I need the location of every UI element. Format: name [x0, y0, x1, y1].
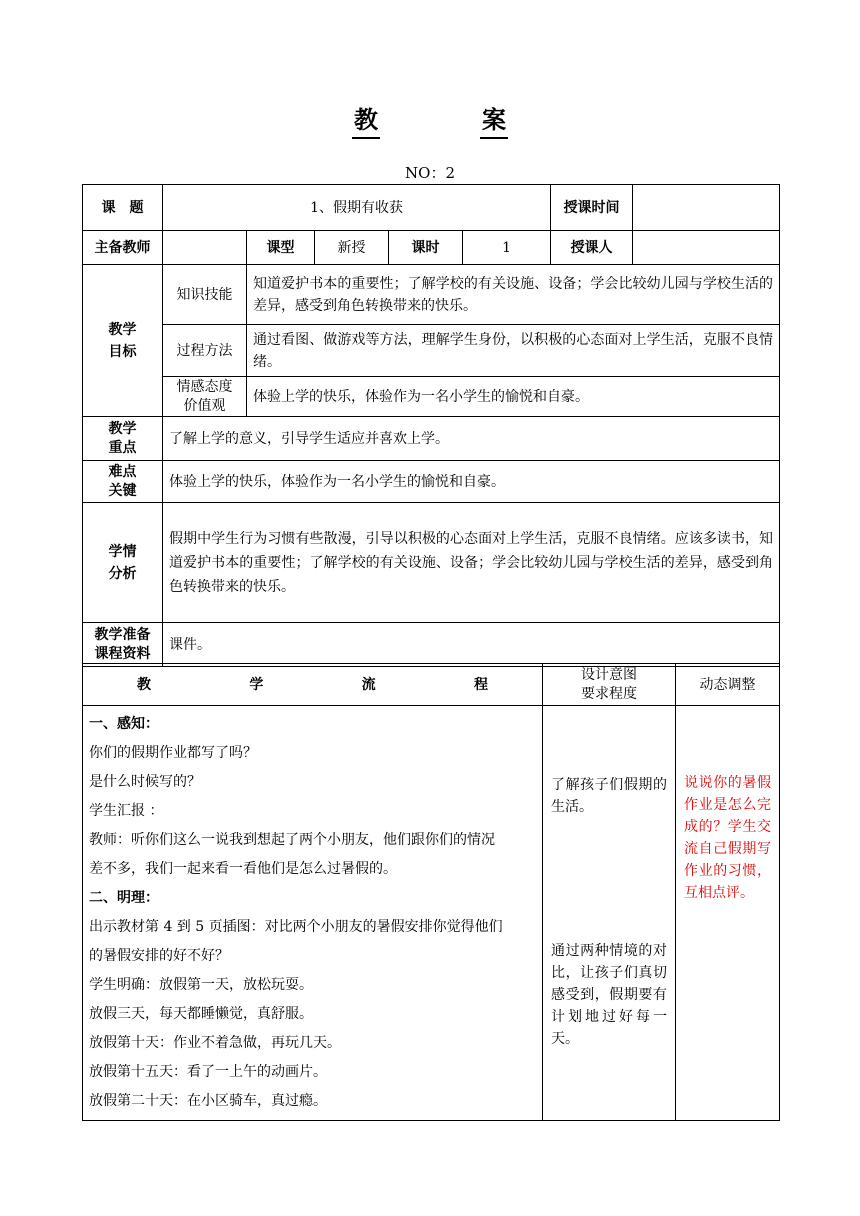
flow-header	[83, 664, 543, 706]
flow-line: 二、明理：	[89, 890, 159, 906]
analysis-label-line-2: 分析	[108, 565, 137, 582]
focus-label-line-2: 重点	[108, 439, 137, 456]
hours-value: 1	[463, 231, 551, 265]
document-title	[0, 100, 860, 139]
knowledge-label: 知识技能	[163, 265, 247, 325]
goal-process-row	[83, 325, 780, 377]
flow-line: 一、感知：	[89, 716, 159, 732]
teacher-label: 主备教师	[83, 231, 163, 265]
lecturer-value	[633, 231, 780, 265]
difficulty-label	[83, 461, 163, 503]
lesson-label: 课 题	[83, 185, 163, 231]
goals-label	[83, 265, 163, 417]
goal-emotion-row	[83, 377, 780, 417]
difficulty-row	[83, 461, 780, 503]
teacher-value	[163, 231, 247, 265]
process-text: 通过看图、做游戏等方法，理解学生身份，以积极的心态面对上学生活，克服不良情绪。	[247, 325, 780, 377]
knowledge-text: 知道爱护书本的重要性；了解学校的有关设施、设备；学会比较幼儿园与学校生活的差异，感受到角色转换带来的快乐。	[247, 265, 780, 325]
flow-line: 你们的假期作业都写了吗？	[89, 745, 257, 761]
flow-header-char-3: 流	[361, 676, 376, 693]
flow-line: 放假三天，每天都睡懒觉，真舒服。	[89, 1006, 313, 1022]
goals-label-line-2: 目标	[108, 343, 137, 360]
emotion-text: 体验上学的快乐，体验作为一名小学生的愉悦和自豪。	[247, 377, 780, 417]
flow-header-chars	[137, 674, 488, 696]
emotion-label-line-2: 价值观	[183, 397, 226, 414]
flow-line: 差不多，我们一起来看一看他们是怎么过暑假的。	[89, 861, 397, 877]
focus-label	[83, 417, 163, 461]
analysis-label-line-1: 学情	[108, 543, 137, 560]
flow-line: 学生汇报 ：	[89, 803, 164, 819]
type-value: 新授	[315, 231, 389, 265]
lesson-row	[83, 185, 780, 231]
title-char-right: 案	[480, 100, 508, 139]
flow-line: 的暑假安排的好不好？	[89, 948, 229, 964]
lesson-info-table	[82, 184, 780, 667]
flow-line: 放假第十天：作业不着急做，再玩几天。	[89, 1035, 341, 1051]
flow-header-char-2: 学	[249, 676, 264, 693]
flow-line: 放假第十五天：看了一上午的动画片。	[89, 1064, 327, 1080]
teaching-flow-table	[82, 663, 780, 1121]
lesson-value: 1、假期有收获	[163, 185, 551, 231]
flow-line: 教师：听你们这么一说我到想起了两个小朋友，他们跟你们的情况	[89, 832, 495, 848]
adjust-content	[676, 706, 780, 1121]
prep-label-line-1: 教学准备	[94, 626, 151, 643]
intent-header-line-2: 要求程度	[581, 685, 637, 702]
flow-header-row	[83, 664, 780, 706]
emotion-label	[163, 377, 247, 417]
flow-line: 是什么时候写的？	[89, 774, 201, 790]
title-gap	[380, 106, 480, 136]
analysis-text: 假期中学生行为习惯有些散漫，引导以积极的心态面对上学生活，克服不良情绪。应该多读书，知道爱护书本的重要性；了解学校的有关设施、设备；学会比较幼儿园与学校生活的差异，感受到角色转换带来的快乐。	[163, 503, 780, 623]
analysis-label	[83, 503, 163, 623]
intent-note-1: 了解孩子们假期的生活。	[551, 777, 667, 815]
teacher-row	[83, 231, 780, 265]
flow-header-char-1: 教	[137, 676, 151, 693]
lecturer-label: 授课人	[551, 231, 633, 265]
intent-content	[543, 706, 676, 1121]
emotion-label-line-1: 情感态度	[176, 378, 233, 395]
prep-label	[83, 623, 163, 667]
time-value	[633, 185, 780, 231]
process-label: 过程方法	[163, 325, 247, 377]
flow-line: 放假第二十天：在小区骑车，真过瘾。	[89, 1093, 327, 1109]
flow-line: 学生明确：放假第一天，放松玩耍。	[89, 977, 313, 993]
type-label: 课型	[247, 231, 315, 265]
analysis-row	[83, 503, 780, 623]
intent-note-2: 通过两种情境的对比，让孩子们真切感受到，假期要有计划地过好每一天。	[551, 943, 667, 1047]
flow-content	[83, 706, 543, 1121]
goal-knowledge-row	[83, 265, 780, 325]
flow-line: 出示教材第 4 到 5 页插图：对比两个小朋友的暑假安排你觉得他们	[89, 919, 503, 935]
flow-content-row	[83, 706, 780, 1121]
focus-text: 了解上学的意义，引导学生适应并喜欢上学。	[163, 417, 780, 461]
intent-header-line-1: 设计意图	[581, 666, 637, 683]
adjust-header: 动态调整	[676, 664, 780, 706]
document-number: NO：2	[405, 164, 455, 182]
prep-row	[83, 623, 780, 667]
prep-text: 课件。	[163, 623, 780, 667]
prep-label-line-2: 课程资料	[94, 645, 151, 662]
difficulty-label-line-2: 关键	[108, 482, 137, 499]
focus-row	[83, 417, 780, 461]
focus-label-line-1: 教学	[108, 420, 137, 437]
adjust-note: 说说你的暑假作业是怎么完成的？学生交流自己假期写作业的习惯，互相点评。	[684, 775, 771, 901]
difficulty-label-line-1: 难点	[108, 463, 137, 480]
time-label: 授课时间	[551, 185, 633, 231]
title-char-left: 教	[352, 100, 380, 139]
difficulty-text: 体验上学的快乐，体验作为一名小学生的愉悦和自豪。	[163, 461, 780, 503]
flow-header-char-4: 程	[473, 676, 488, 693]
hours-label: 课时	[389, 231, 463, 265]
intent-header	[543, 664, 676, 706]
goals-label-line-1: 教学	[108, 321, 137, 338]
